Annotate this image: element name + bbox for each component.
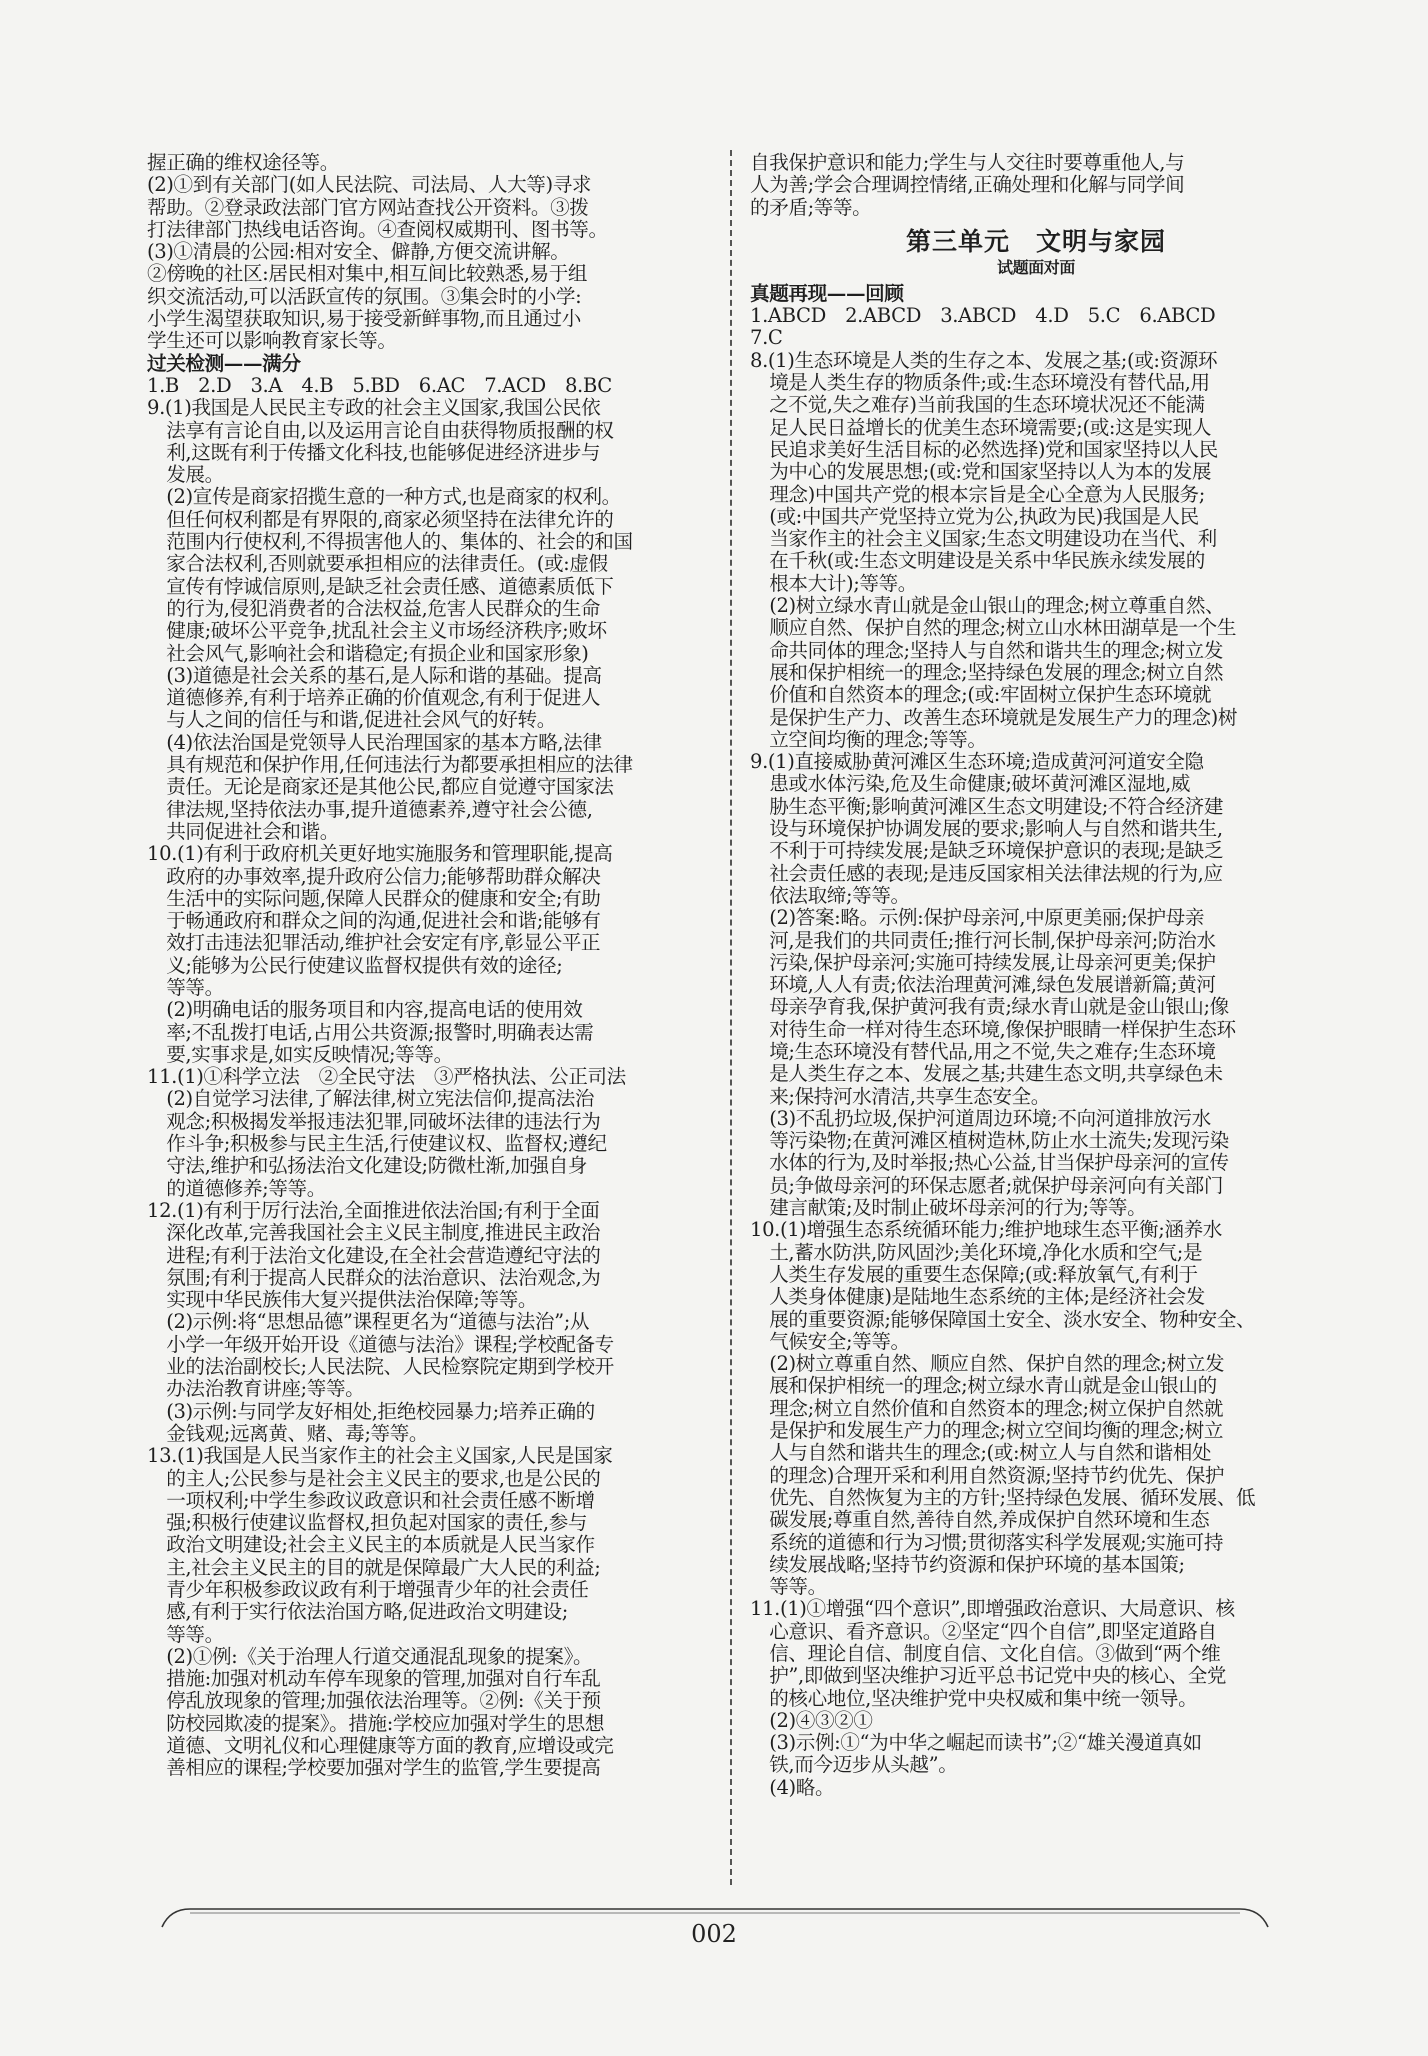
text-line: (3)示例:①“为中华之崛起而读书”;②“雄关漫道真如: [750, 1732, 1202, 1755]
text-line: ②傍晚的社区:居民相对集中,相互间比较熟悉,易于组: [147, 263, 588, 286]
text-line: 的核心地位,坚决维护党中央权威和集中统一领导。: [750, 1687, 1198, 1710]
text-line: (2)①例:《关于治理人行道交通混乱现象的提案》。: [147, 1645, 593, 1668]
text-line: 铁,而今迈步从头越”。: [750, 1754, 958, 1777]
text-line: 率;不乱拨打电话,占用公共资源;报警时,明确表达需: [147, 1021, 594, 1044]
text-line: 9.(1)我国是人民民主专政的社会主义国家,我国公民依: [147, 397, 601, 420]
unit-title: 第三单元 文明与家园: [905, 226, 1166, 256]
text-line: 续发展战略;坚持节约资源和保护环境的基本国策;: [750, 1553, 1185, 1576]
text-line: 系统的道德和行为习惯;贯彻落实科学发展观;实施可持: [750, 1531, 1224, 1554]
text-line: 政治文明建设;社会主义民主的本质就是人民当家作: [147, 1534, 595, 1557]
text-line: 胁生态平衡;影响黄河滩区生态文明建设;不符合经济建: [750, 795, 1224, 818]
text-line: 不利于可持续发展;是缺乏环境保护意识的表现;是缺乏: [750, 840, 1224, 863]
text-line: 展的重要资源;能够保障国土安全、淡水安全、物种安全、: [750, 1308, 1256, 1331]
text-line: 业的法治副校长;人民法院、人民检察院定期到学校开: [147, 1356, 614, 1379]
text-line: 对待生命一样对待生态环境,像保护眼睛一样保护生态环: [750, 1018, 1236, 1041]
text-line: 具有规范和保护作用,任何违法行为都要承担相应的法律: [147, 754, 633, 777]
text-line: 帮助。②登录政法部门官方网站查找公开资料。③拨: [147, 196, 589, 219]
text-line: 气候安全;等等。: [750, 1330, 910, 1353]
text-line: 健康;破坏公平竞争,扰乱社会主义市场经济秩序;败坏: [147, 620, 607, 643]
text-line: 道德修养,有利于培养正确的价值观念,有利于促进人: [147, 687, 601, 710]
text-line: 握正确的维权途径等。: [147, 152, 339, 174]
text-line: (2)示例:将“思想品德”课程更名为“道德与法治”;从: [147, 1311, 590, 1334]
text-line: 学生还可以影响教育家长等。: [147, 330, 397, 353]
text-line: (2)树立尊重自然、顺应自然、保护自然的理念;树立发: [750, 1353, 1225, 1376]
text-line: 的矛盾;等等。: [750, 196, 872, 219]
text-line: 等等。: [750, 1576, 827, 1599]
text-line: 人与自然和谐共生的理念;(或:树立人与自然和谐相处: [750, 1442, 1212, 1465]
text-line: 责任。无论是商家还是其他公民,都应自觉遵守国家法: [147, 776, 614, 799]
continued-answer: [750, 152, 1322, 219]
text-line: 立空间均衡的理念;等等。: [750, 728, 987, 751]
text-line: 9.(1)直接威胁黄河滩区生态环境;造成黄河河道安全隐: [750, 751, 1204, 774]
text-line: 家合法权利,否则就要承担相应的法律责任。(或:虚假: [147, 553, 608, 576]
text-line: 宣传有悖诚信原则,是缺乏社会责任感、道德素质低下: [147, 575, 614, 598]
text-line: 生活中的实际问题,保障人民群众的健康和安全;有助: [147, 887, 601, 910]
section-heading: 过关检测——满分: [147, 352, 301, 375]
text-line: 等等。: [147, 976, 224, 999]
section-heading: 真题再现——回顾: [750, 282, 904, 305]
text-line: 11.(1)①增强“四个意识”,即增强政治意识、大局意识、核: [750, 1598, 1235, 1621]
text-line: 是保护生产力、改善生态环境就是发展生产力的理念)树: [750, 706, 1238, 729]
text-line: 依法取缔;等等。: [750, 884, 910, 907]
text-line: 的行为,侵犯消费者的合法权益,危害人民群众的生命: [147, 597, 601, 620]
text-line: 是保护和发展生产力的理念;树立空间均衡的理念;树立: [750, 1420, 1224, 1443]
text-line: (3)示例:与同学友好相处,拒绝校园暴力;培养正确的: [147, 1400, 595, 1423]
text-line: 10.(1)有利于政府机关更好地实施服务和管理职能,提高: [147, 843, 613, 866]
text-line: 一项权利;中学生参政议政意识和社会责任感不断增: [147, 1489, 595, 1512]
text-line: 小学生渴望获取知识,易于接受新鲜事物,而且通过小: [147, 308, 581, 331]
text-line: 10.(1)增强生态系统循环能力;维护地球生态平衡;涵养水: [750, 1219, 1222, 1242]
text-line: 在千秋(或:生态文明建设是关系中华民族永续发展的: [750, 550, 1205, 573]
text-line: 展和保护相统一的理念;树立绿水青山就是金山银山的: [750, 1375, 1217, 1398]
text-line: (2)树立绿水青山就是金山银山的理念;树立尊重自然、: [750, 595, 1225, 618]
text-line: (3)①清晨的公园:相对安全、僻静,方便交流讲解。: [147, 241, 570, 264]
text-line: 理念;树立自然价值和自然资本的理念;树立保护自然就: [750, 1397, 1224, 1420]
text-line: 道德、文明礼仪和心理健康等方面的教育,应增设或完: [147, 1735, 614, 1758]
text-line: (2)①到有关部门(如人民法院、司法局、人大等)寻求: [147, 174, 592, 197]
text-line: (2)答案:略。示例:保护母亲河,中原更美丽;保护母亲: [750, 907, 1205, 930]
text-line: 的理念)合理开采和利用自然资源;坚持节约优先、保护: [750, 1464, 1225, 1487]
text-line: 与人之间的信任与和谐,促进社会风气的好转。: [147, 709, 556, 732]
text-line: 人类生存发展的重要生态保障;(或:释放氧气,有利于: [750, 1263, 1198, 1286]
text-line: 1.B 2.D 3.A 4.B 5.BD 6.AC 7.ACD 8.BC: [147, 374, 612, 397]
text-line: 理念)中国共产党的根本宗旨是全心全意为人民服务;: [750, 483, 1205, 506]
text-line: 母亲孕育我,保护黄河我有责;绿水青山就是金山银山;像: [750, 996, 1229, 1019]
text-line: 展和保护相统一的理念;坚持绿色发展的理念;树立自然: [750, 661, 1224, 684]
text-line: (2)宣传是商家招揽生意的一种方式,也是商家的权利。: [147, 486, 621, 509]
text-line: 建言献策;及时制止破坏母亲河的行为;等等。: [750, 1197, 1147, 1220]
left-column: [147, 152, 715, 1780]
text-line: 的主人;公民参与是社会主义民主的要求,也是公民的: [147, 1467, 601, 1490]
text-line: 之不觉,失之难存)当前我国的生态环境状况还不能满: [750, 394, 1205, 417]
text-line: (4)略。: [750, 1776, 835, 1799]
text-line: 水体的行为,及时举报;热心公益,甘当保护母亲河的宣传: [750, 1152, 1229, 1175]
text-line: 善相应的课程;学校要加强对学生的监管,学生要提高: [147, 1757, 601, 1780]
text-line: 深化改革,完善我国社会主义民主制度,推进民主政治: [147, 1222, 601, 1245]
text-line: 于畅通政府和群众之间的沟通,促进社会和谐;能够有: [147, 910, 601, 933]
text-line: 境是人类生存的物质条件;或:生态环境没有替代品,用: [750, 372, 1210, 395]
text-line: 人类身体健康)是陆地生态系统的主体;是经济社会发: [750, 1286, 1205, 1309]
text-line: 信、理论自信、制度自信、文化自信。③做到“两个维: [750, 1643, 1221, 1665]
text-line: 社会责任感的表现;是违反国家相关法律法规的行为,应: [750, 862, 1223, 885]
text-line: 金钱观;远离黄、赌、毒;等等。: [147, 1422, 429, 1445]
text-line: 等等。: [147, 1623, 224, 1646]
text-line: 停乱放现象的管理;加强依法治理等。②例:《关于预: [147, 1690, 601, 1713]
right-column: [750, 152, 1322, 1799]
text-line: 顺应自然、保护自然的理念;树立山水林田湖草是一个生: [750, 617, 1237, 640]
text-line: 土,蓄水防洪,防风固沙;美化环境,净化水质和空气;是: [750, 1241, 1203, 1264]
text-line: (2)自觉学习法律,了解法律,树立宪法信仰,提高法治: [147, 1088, 595, 1111]
column-divider: [730, 150, 732, 1885]
text-line: 自我保护意识和能力;学生与人交往时要尊重他人,与: [750, 152, 1185, 174]
text-line: 政府的办事效率,提升政府公信力;能够帮助群众解决: [147, 865, 601, 888]
text-line: 人为善;学会合理调控情绪,正确处理和化解与同学间: [750, 174, 1185, 197]
text-line: 青少年积极参政议政有利于增强青少年的社会责任: [147, 1579, 589, 1601]
text-line: 观念;积极揭发举报违法犯罪,同破坏法律的违法行为: [147, 1110, 601, 1133]
text-line: 进程;有利于法治文化建设,在全社会营造遵纪守法的: [147, 1244, 601, 1267]
text-line: 守法,维护和弘扬法治文化建设;防微杜渐,加强自身: [147, 1155, 588, 1178]
unit-answers: [750, 283, 1322, 1799]
text-line: 11.(1)①科学立法 ②全民守法 ③严格执法、公正司法: [147, 1066, 626, 1089]
text-line: 境;生态环境没有替代品,用之不觉,失之难存;生态环境: [750, 1040, 1216, 1063]
text-line: 设与环境保护协调发展的要求;影响人与自然和谐共生,: [750, 818, 1223, 841]
text-line: 为中心的发展思想;(或:党和国家坚持以人为本的发展: [750, 461, 1212, 484]
text-line: 13.(1)我国是人民当家作主的社会主义国家,人民是国家: [147, 1445, 613, 1468]
text-line: 律法规,坚持依法办事,提升道德素养,遵守社会公德,: [147, 798, 593, 821]
text-line: 作斗争;积极参与民主生活,行使建议权、监督权;遵纪: [147, 1133, 607, 1156]
text-line: 7.C: [750, 327, 783, 350]
text-line: 主,社会主义民主的目的就是保障最广大人民的利益;: [147, 1556, 601, 1579]
text-line: 共同促进社会和谐。: [147, 820, 339, 843]
text-line: (4)依法治国是党领导人民治理国家的基本方略,法律: [147, 731, 602, 754]
text-line: (或:中国共产党坚持立党为公,执政为民)我国是人民: [750, 505, 1199, 528]
text-line: 根本大计);等等。: [750, 572, 917, 595]
text-line: 感,有利于实行依法治国方略,促进政治文明建设;: [147, 1601, 568, 1624]
text-line: 要,实事求是,如实反映情况;等等。: [147, 1043, 453, 1066]
text-line: 护”,即做到坚决维护习近平总书记党中央的核心、全党: [750, 1665, 1227, 1688]
text-line: (3)不乱扔垃圾,保护河道周边环境;不向河道排放污水: [750, 1107, 1211, 1130]
text-line: 氛围;有利于提高人民群众的法治意识、法治观念,为: [147, 1266, 601, 1289]
text-line: 价值和自然资本的理念;(或:牢固树立保护生态环境就: [750, 684, 1212, 707]
text-line: 的道德修养;等等。: [147, 1177, 326, 1200]
text-line: 义;能够为公民行使建议监督权提供有效的途径;: [147, 954, 563, 977]
text-line: 效打击违法犯罪活动,维护社会安定有序,彰显公平正: [147, 932, 601, 955]
text-line: 打法律部门热线电话咨询。④查阅权威期刊、图书等。: [147, 218, 608, 241]
text-line: 患或水体污染,危及生命健康;破坏黄河滩区湿地,威: [750, 773, 1191, 796]
text-line: 防校园欺凌的提案》。措施:学校应加强对学生的思想: [147, 1712, 605, 1735]
text-line: 来;保持河水清洁,共享生态安全。: [750, 1085, 1050, 1108]
text-line: 12.(1)有利于厉行法治,全面推进依法治国;有利于全面: [147, 1199, 600, 1222]
text-line: 利,这既有利于传播文化科技,也能够促进经济进步与: [147, 441, 601, 464]
text-line: 污染,保护母亲河;实施可持续发展,让母亲河更美;保护: [750, 951, 1216, 974]
text-line: 强;积极行使建议监督权,担负起对国家的责任,参与: [147, 1512, 588, 1535]
text-line: 社会风气,影响社会和谐稳定;有损企业和国家形象): [147, 642, 589, 665]
text-line: 环境,人人有责;依法治理黄河滩,绿色发展谱新篇;黄河: [750, 974, 1216, 997]
text-line: 碳发展;尊重自然,善待自然,养成保护自然环境和生态: [750, 1509, 1210, 1532]
text-line: 1.ABCD 2.ABCD 3.ABCD 4.D 5.C 6.ABCD: [750, 305, 1216, 328]
text-line: 范围内行使权利,不得损害他人的、集体的、社会的和国: [147, 531, 633, 554]
text-line: (3)道德是社会关系的基石,是人际和谐的基础。提高: [147, 664, 602, 687]
text-line: (2)④③②①: [750, 1709, 873, 1732]
unit-subtitle: 试题面对面: [996, 257, 1075, 277]
text-line: 河,是我们的共同责任;推行河长制,保护母亲河;防治水: [750, 929, 1216, 952]
text-line: 心意识、看齐意识。②坚定“四个自信”,即坚定道路自: [750, 1620, 1217, 1643]
text-line: 民追求美好生活目标的必然选择)党和国家坚持以人民: [750, 438, 1218, 461]
text-line: 8.(1)生态环境是人类的生存之本、发展之基;(或:资源环: [750, 349, 1218, 372]
text-line: 等污染物;在黄河滩区植树造林,防止水土流失;发现污染: [750, 1130, 1229, 1153]
text-line: 法享有言论自由,以及运用言论自由获得物质报酬的权: [147, 419, 614, 442]
text-line: 员;争做母亲河的环保志愿者;就保护母亲河向有关部门: [750, 1174, 1224, 1197]
text-line: 足人民日益增长的优美生态环境需要;(或:这是实现人: [750, 416, 1212, 439]
text-line: (2)明确电话的服务项目和内容,提高电话的使用效: [147, 999, 583, 1022]
text-line: 但任何权利都是有界限的,商家必须坚持在法律允许的: [147, 508, 614, 531]
text-line: 织交流活动,可以活跃宣传的氛围。③集会时的小学:: [147, 285, 582, 308]
text-line: 小学一年级开始开设《道德与法治》课程;学校配备专: [147, 1333, 614, 1356]
text-line: 措施:加强对机动车停车现象的管理,加强对自行车乱: [147, 1668, 601, 1691]
text-line: 命共同体的理念;坚持人与自然和谐共生的理念;树立发: [750, 639, 1224, 662]
text-line: 办法治教育讲座;等等。: [147, 1378, 365, 1401]
text-line: 发展。: [147, 464, 224, 487]
text-line: 当家作主的社会主义国家;生态文明建设功在当代、利: [750, 528, 1217, 551]
text-line: 优先、自然恢复为主的方针;坚持绿色发展、循环发展、低: [750, 1486, 1256, 1509]
text-line: 是人类生存之本、发展之基;共建生态文明,共享绿色未: [750, 1063, 1223, 1086]
page-number: 002: [691, 1920, 737, 1948]
text-line: 实现中华民族伟大复兴提供法治保障;等等。: [147, 1289, 538, 1312]
